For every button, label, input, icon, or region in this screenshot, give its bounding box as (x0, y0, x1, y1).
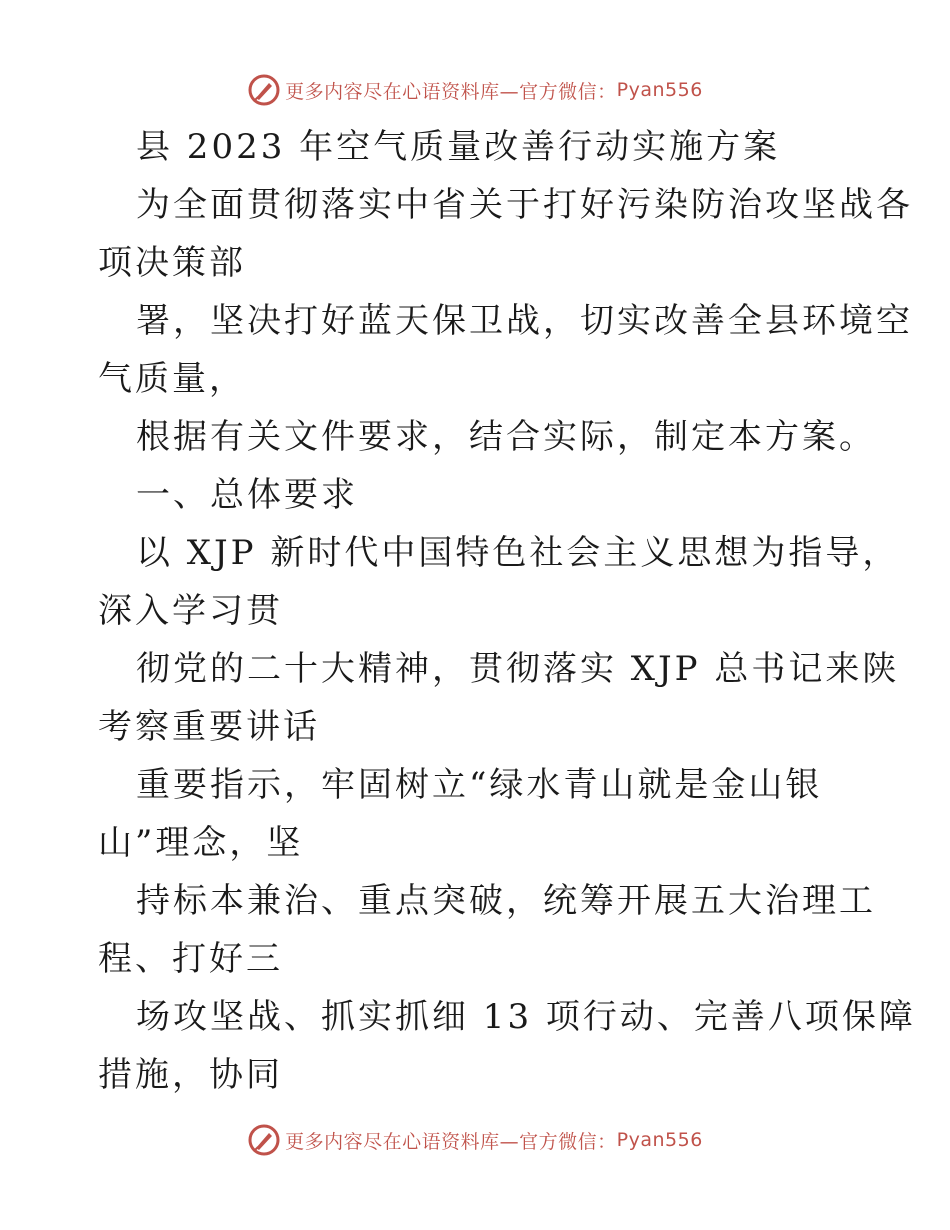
paragraph-line: 气质量， (98, 359, 246, 399)
paragraph-line: 重要指示，牢固树立“绿水青山就是金山银 (136, 765, 823, 805)
paragraph-line: 彻党的二十大精神，贯彻落实 XJP 总书记来陕 (136, 649, 900, 689)
paragraph-line: 考察重要讲话 (98, 707, 320, 747)
document-body (98, 118, 916, 1104)
paragraph-line: 程、打好三 (98, 939, 283, 979)
document-title: 县 2023 年空气质量改善行动实施方案 (136, 127, 781, 167)
paragraph-line: 山”理念，坚 (98, 823, 304, 863)
section-heading: 一、总体要求 (136, 475, 358, 515)
paragraph-line: 持标本兼治、重点突破，统筹开展五大治理工 (136, 881, 876, 921)
paragraph-line: 项决策部 (98, 243, 246, 283)
paragraph-line: 根据有关文件要求，结合实际，制定本方案。 (136, 417, 876, 457)
paragraph-line: 署，坚决打好蓝天保卫战，切实改善全县环境空 (136, 301, 913, 341)
paragraph-line: 场攻坚战、抓实抓细 13 项行动、完善八项保障 (136, 997, 916, 1037)
paragraph-line: 深入学习贯 (98, 591, 283, 631)
watermark-text: 更多内容尽在心语资料库—官方微信： (285, 1130, 617, 1153)
header-watermark (0, 70, 950, 110)
pen-logo-icon (247, 73, 281, 107)
paragraph-line: 措施，协同 (98, 1055, 283, 1095)
paragraph-line: 以 XJP 新时代中国特色社会主义思想为指导， (136, 533, 900, 573)
watermark-account: Pyan556 (616, 79, 703, 101)
watermark-account: Pyan556 (616, 1129, 703, 1151)
watermark-text: 更多内容尽在心语资料库—官方微信： (285, 80, 617, 103)
footer-watermark (0, 1120, 950, 1160)
paragraph-line: 为全面贯彻落实中省关于打好污染防治攻坚战各 (136, 185, 913, 225)
pen-logo-icon (247, 1123, 281, 1157)
